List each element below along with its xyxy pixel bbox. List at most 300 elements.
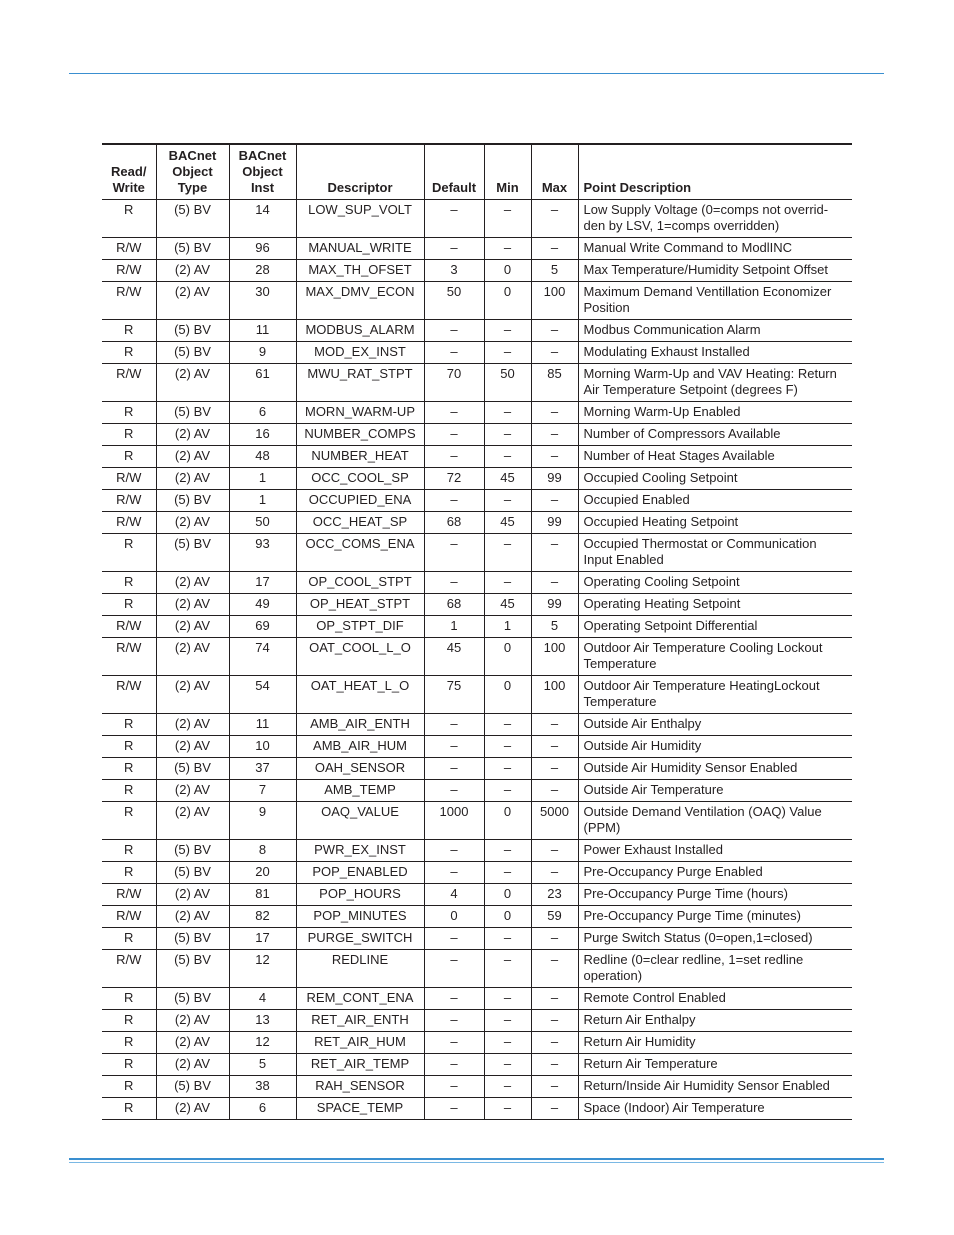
cell-read-write: R/W — [102, 884, 156, 906]
cell-object-inst: 13 — [229, 1010, 296, 1032]
cell-max: – — [531, 1010, 578, 1032]
cell-point-description: Redline (0=clear redline, 1=set redline operation) — [578, 950, 852, 988]
table-row — [102, 1098, 852, 1120]
cell-descriptor: OAT_HEAT_L_O — [296, 676, 424, 714]
cell-read-write: R — [102, 200, 156, 238]
cell-point-description: Remote Control Enabled — [578, 988, 852, 1010]
cell-object-inst: 9 — [229, 342, 296, 364]
cell-min: – — [484, 424, 531, 446]
cell-descriptor: MAX_DMV_ECON — [296, 282, 424, 320]
cell-descriptor: PWR_EX_INST — [296, 840, 424, 862]
cell-descriptor: OAH_SENSOR — [296, 758, 424, 780]
cell-min: 50 — [484, 364, 531, 402]
table-row — [102, 424, 852, 446]
table-row — [102, 468, 852, 490]
cell-min: – — [484, 320, 531, 342]
cell-object-inst: 4 — [229, 988, 296, 1010]
cell-default: – — [424, 572, 484, 594]
cell-max: – — [531, 490, 578, 512]
cell-read-write: R — [102, 446, 156, 468]
cell-read-write: R/W — [102, 950, 156, 988]
cell-descriptor: MODBUS_ALARM — [296, 320, 424, 342]
cell-min: – — [484, 714, 531, 736]
cell-max: 99 — [531, 594, 578, 616]
table-row — [102, 342, 852, 364]
cell-min: – — [484, 840, 531, 862]
cell-descriptor: OCCUPIED_ENA — [296, 490, 424, 512]
cell-default: 68 — [424, 594, 484, 616]
cell-object-inst: 10 — [229, 736, 296, 758]
cell-object-inst: 30 — [229, 282, 296, 320]
table-row — [102, 862, 852, 884]
cell-descriptor: AMB_AIR_HUM — [296, 736, 424, 758]
cell-point-description: Outside Air Humidity — [578, 736, 852, 758]
cell-min: 0 — [484, 282, 531, 320]
cell-default: 72 — [424, 468, 484, 490]
cell-object-type: (5) BV — [156, 862, 229, 884]
cell-point-description: Modulating Exhaust Installed — [578, 342, 852, 364]
cell-point-description: Morning Warm-Up Enabled — [578, 402, 852, 424]
cell-min: 0 — [484, 260, 531, 282]
cell-object-inst: 82 — [229, 906, 296, 928]
cell-object-inst: 7 — [229, 780, 296, 802]
cell-descriptor: LOW_SUP_VOLT — [296, 200, 424, 238]
cell-point-description: Low Supply Voltage (0=comps not overrid-den by LSV, 1=comps overridden) — [578, 200, 852, 238]
cell-max: – — [531, 402, 578, 424]
cell-default: – — [424, 1076, 484, 1098]
table-row — [102, 282, 852, 320]
cell-min: 0 — [484, 906, 531, 928]
cell-read-write: R/W — [102, 906, 156, 928]
cell-object-type: (2) AV — [156, 512, 229, 534]
cell-object-inst: 61 — [229, 364, 296, 402]
cell-point-description: Pre-Occupancy Purge Time (minutes) — [578, 906, 852, 928]
cell-min: – — [484, 342, 531, 364]
cell-object-type: (5) BV — [156, 928, 229, 950]
bacnet-points-table — [102, 143, 852, 1120]
cell-min: – — [484, 238, 531, 260]
header-descriptor: Descriptor — [296, 144, 424, 200]
cell-descriptor: RAH_SENSOR — [296, 1076, 424, 1098]
cell-object-type: (2) AV — [156, 1098, 229, 1120]
cell-read-write: R — [102, 594, 156, 616]
cell-point-description: Occupied Thermostat or Communication Input Enabled — [578, 534, 852, 572]
cell-descriptor: OP_COOL_STPT — [296, 572, 424, 594]
table-row — [102, 714, 852, 736]
cell-object-type: (2) AV — [156, 780, 229, 802]
table-row — [102, 780, 852, 802]
cell-read-write: R — [102, 1032, 156, 1054]
cell-object-type: (5) BV — [156, 490, 229, 512]
header-default: Default — [424, 144, 484, 200]
cell-read-write: R/W — [102, 260, 156, 282]
cell-point-description: Modbus Communication Alarm — [578, 320, 852, 342]
cell-default: 68 — [424, 512, 484, 534]
cell-point-description: Pre-Occupancy Purge Time (hours) — [578, 884, 852, 906]
cell-read-write: R — [102, 1054, 156, 1076]
cell-default: 75 — [424, 676, 484, 714]
cell-point-description: Power Exhaust Installed — [578, 840, 852, 862]
cell-descriptor: REDLINE — [296, 950, 424, 988]
cell-object-inst: 48 — [229, 446, 296, 468]
cell-default: – — [424, 1032, 484, 1054]
cell-min: 45 — [484, 594, 531, 616]
cell-object-inst: 8 — [229, 840, 296, 862]
cell-default: – — [424, 238, 484, 260]
cell-descriptor: MORN_WARM-UP — [296, 402, 424, 424]
cell-min: – — [484, 200, 531, 238]
cell-object-type: (2) AV — [156, 282, 229, 320]
cell-object-type: (2) AV — [156, 424, 229, 446]
cell-descriptor: NUMBER_HEAT — [296, 446, 424, 468]
header-point-description: Point Description — [578, 144, 852, 200]
table-row — [102, 260, 852, 282]
cell-descriptor: POP_ENABLED — [296, 862, 424, 884]
cell-point-description: Maximum Demand Ventillation Economizer Position — [578, 282, 852, 320]
cell-max: – — [531, 950, 578, 988]
cell-descriptor: POP_MINUTES — [296, 906, 424, 928]
cell-max: – — [531, 1076, 578, 1098]
cell-default: – — [424, 446, 484, 468]
cell-min: 45 — [484, 512, 531, 534]
cell-read-write: R — [102, 1010, 156, 1032]
cell-default: – — [424, 424, 484, 446]
table-row — [102, 200, 852, 238]
cell-point-description: Outside Air Humidity Sensor Enabled — [578, 758, 852, 780]
cell-object-inst: 49 — [229, 594, 296, 616]
cell-read-write: R/W — [102, 638, 156, 676]
cell-object-type: (2) AV — [156, 446, 229, 468]
cell-object-inst: 17 — [229, 928, 296, 950]
cell-descriptor: OAT_COOL_L_O — [296, 638, 424, 676]
table-header-row — [102, 144, 852, 200]
cell-object-type: (2) AV — [156, 676, 229, 714]
cell-object-inst: 16 — [229, 424, 296, 446]
cell-max: – — [531, 572, 578, 594]
table-row — [102, 320, 852, 342]
cell-point-description: Manual Write Command to ModlINC — [578, 238, 852, 260]
cell-default: 4 — [424, 884, 484, 906]
cell-descriptor: RET_AIR_TEMP — [296, 1054, 424, 1076]
header-rule — [69, 73, 884, 74]
cell-read-write: R — [102, 802, 156, 840]
cell-min: – — [484, 928, 531, 950]
table-row — [102, 884, 852, 906]
table-row — [102, 676, 852, 714]
header-object-inst: BACnet Object Inst — [229, 144, 296, 200]
cell-read-write: R/W — [102, 364, 156, 402]
cell-min: – — [484, 862, 531, 884]
cell-max: – — [531, 840, 578, 862]
cell-object-inst: 5 — [229, 1054, 296, 1076]
table-row — [102, 758, 852, 780]
table-row — [102, 1010, 852, 1032]
cell-max: 5000 — [531, 802, 578, 840]
cell-object-type: (5) BV — [156, 840, 229, 862]
cell-object-type: (2) AV — [156, 714, 229, 736]
table-row — [102, 512, 852, 534]
cell-point-description: Occupied Enabled — [578, 490, 852, 512]
table-row — [102, 238, 852, 260]
cell-read-write: R — [102, 320, 156, 342]
cell-object-inst: 6 — [229, 402, 296, 424]
cell-max: – — [531, 862, 578, 884]
cell-default: – — [424, 1098, 484, 1120]
cell-default: – — [424, 736, 484, 758]
cell-object-inst: 12 — [229, 950, 296, 988]
cell-descriptor: OCC_COOL_SP — [296, 468, 424, 490]
cell-point-description: Operating Cooling Setpoint — [578, 572, 852, 594]
cell-point-description: Pre-Occupancy Purge Enabled — [578, 862, 852, 884]
cell-read-write: R — [102, 1098, 156, 1120]
cell-read-write: R — [102, 342, 156, 364]
cell-min: – — [484, 758, 531, 780]
cell-read-write: R/W — [102, 468, 156, 490]
cell-default: – — [424, 1010, 484, 1032]
table-row — [102, 490, 852, 512]
cell-object-inst: 12 — [229, 1032, 296, 1054]
header-max: Max — [531, 144, 578, 200]
cell-max: 59 — [531, 906, 578, 928]
cell-descriptor: MOD_EX_INST — [296, 342, 424, 364]
cell-default: – — [424, 950, 484, 988]
cell-max: – — [531, 238, 578, 260]
cell-min: – — [484, 1010, 531, 1032]
cell-min: – — [484, 988, 531, 1010]
cell-object-type: (5) BV — [156, 534, 229, 572]
cell-descriptor: MWU_RAT_STPT — [296, 364, 424, 402]
cell-descriptor: REM_CONT_ENA — [296, 988, 424, 1010]
cell-object-type: (2) AV — [156, 260, 229, 282]
cell-object-type: (2) AV — [156, 468, 229, 490]
cell-min: – — [484, 1032, 531, 1054]
cell-max: – — [531, 1098, 578, 1120]
cell-default: – — [424, 200, 484, 238]
header-read-write: Read/ Write — [102, 144, 156, 200]
footer-rule — [69, 1158, 884, 1160]
header-object-type: BACnet Object Type — [156, 144, 229, 200]
cell-read-write: R — [102, 1076, 156, 1098]
cell-max: – — [531, 320, 578, 342]
cell-point-description: Outside Air Temperature — [578, 780, 852, 802]
cell-point-description: Occupied Heating Setpoint — [578, 512, 852, 534]
cell-descriptor: PURGE_SWITCH — [296, 928, 424, 950]
table-row — [102, 736, 852, 758]
cell-max: – — [531, 342, 578, 364]
cell-max: – — [531, 446, 578, 468]
cell-default: – — [424, 840, 484, 862]
cell-min: 0 — [484, 802, 531, 840]
cell-default: – — [424, 862, 484, 884]
cell-object-type: (5) BV — [156, 758, 229, 780]
cell-point-description: Return Air Temperature — [578, 1054, 852, 1076]
cell-read-write: R/W — [102, 238, 156, 260]
cell-max: – — [531, 780, 578, 802]
table-row — [102, 988, 852, 1010]
cell-read-write: R — [102, 862, 156, 884]
table-row — [102, 802, 852, 840]
cell-object-type: (2) AV — [156, 802, 229, 840]
cell-min: – — [484, 534, 531, 572]
cell-min: – — [484, 446, 531, 468]
cell-default: – — [424, 1054, 484, 1076]
cell-object-type: (5) BV — [156, 1076, 229, 1098]
table-row — [102, 616, 852, 638]
cell-descriptor: AMB_AIR_ENTH — [296, 714, 424, 736]
cell-point-description: Occupied Cooling Setpoint — [578, 468, 852, 490]
cell-min: 0 — [484, 676, 531, 714]
cell-object-type: (2) AV — [156, 1032, 229, 1054]
cell-point-description: Return/Inside Air Humidity Sensor Enabled — [578, 1076, 852, 1098]
table-row — [102, 906, 852, 928]
cell-point-description: Max Temperature/Humidity Setpoint Offset — [578, 260, 852, 282]
cell-point-description: Space (Indoor) Air Temperature — [578, 1098, 852, 1120]
cell-object-inst: 17 — [229, 572, 296, 594]
cell-max: – — [531, 424, 578, 446]
cell-object-inst: 1 — [229, 490, 296, 512]
cell-object-inst: 6 — [229, 1098, 296, 1120]
table-row — [102, 1076, 852, 1098]
cell-point-description: Return Air Enthalpy — [578, 1010, 852, 1032]
cell-read-write: R/W — [102, 512, 156, 534]
cell-max: – — [531, 988, 578, 1010]
cell-point-description: Outside Air Enthalpy — [578, 714, 852, 736]
cell-object-type: (5) BV — [156, 988, 229, 1010]
cell-read-write: R/W — [102, 490, 156, 512]
cell-object-type: (2) AV — [156, 364, 229, 402]
cell-min: – — [484, 1098, 531, 1120]
cell-point-description: Operating Heating Setpoint — [578, 594, 852, 616]
cell-read-write: R — [102, 572, 156, 594]
cell-default: – — [424, 402, 484, 424]
cell-object-type: (5) BV — [156, 950, 229, 988]
cell-descriptor: MAX_TH_OFSET — [296, 260, 424, 282]
cell-default: – — [424, 534, 484, 572]
cell-point-description: Purge Switch Status (0=open,1=closed) — [578, 928, 852, 950]
cell-max: 100 — [531, 676, 578, 714]
table-row — [102, 402, 852, 424]
cell-max: 5 — [531, 616, 578, 638]
header-min: Min — [484, 144, 531, 200]
cell-object-inst: 11 — [229, 714, 296, 736]
cell-descriptor: RET_AIR_ENTH — [296, 1010, 424, 1032]
cell-object-type: (2) AV — [156, 616, 229, 638]
cell-object-inst: 69 — [229, 616, 296, 638]
cell-default: – — [424, 780, 484, 802]
cell-descriptor: OCC_HEAT_SP — [296, 512, 424, 534]
cell-read-write: R/W — [102, 282, 156, 320]
cell-object-inst: 54 — [229, 676, 296, 714]
cell-object-inst: 96 — [229, 238, 296, 260]
cell-min: 1 — [484, 616, 531, 638]
cell-default: 70 — [424, 364, 484, 402]
cell-default: – — [424, 342, 484, 364]
cell-read-write: R — [102, 424, 156, 446]
cell-object-type: (2) AV — [156, 638, 229, 676]
cell-default: – — [424, 758, 484, 780]
cell-default: 1 — [424, 616, 484, 638]
cell-descriptor: POP_HOURS — [296, 884, 424, 906]
cell-min: 45 — [484, 468, 531, 490]
cell-min: – — [484, 1054, 531, 1076]
cell-min: – — [484, 402, 531, 424]
cell-read-write: R — [102, 758, 156, 780]
cell-max: 99 — [531, 468, 578, 490]
cell-read-write: R — [102, 402, 156, 424]
cell-max: 23 — [531, 884, 578, 906]
cell-read-write: R — [102, 840, 156, 862]
cell-object-inst: 38 — [229, 1076, 296, 1098]
cell-descriptor: AMB_TEMP — [296, 780, 424, 802]
cell-min: – — [484, 572, 531, 594]
table-row — [102, 928, 852, 950]
cell-object-type: (2) AV — [156, 884, 229, 906]
cell-point-description: Morning Warm-Up and VAV Heating: Return Air Temperature Setpoint (degrees F) — [578, 364, 852, 402]
cell-min: 0 — [484, 884, 531, 906]
cell-default: – — [424, 714, 484, 736]
cell-object-type: (5) BV — [156, 238, 229, 260]
cell-object-type: (5) BV — [156, 342, 229, 364]
cell-max: 100 — [531, 282, 578, 320]
cell-max: – — [531, 736, 578, 758]
cell-default: 45 — [424, 638, 484, 676]
cell-max: – — [531, 534, 578, 572]
cell-min: – — [484, 950, 531, 988]
cell-object-type: (2) AV — [156, 1054, 229, 1076]
cell-min: – — [484, 1076, 531, 1098]
table-row — [102, 950, 852, 988]
table-body — [102, 200, 852, 1120]
cell-default: 0 — [424, 906, 484, 928]
table-row — [102, 840, 852, 862]
cell-descriptor: OP_HEAT_STPT — [296, 594, 424, 616]
cell-object-type: (2) AV — [156, 736, 229, 758]
cell-max: 5 — [531, 260, 578, 282]
cell-default: – — [424, 490, 484, 512]
cell-object-inst: 81 — [229, 884, 296, 906]
cell-object-type: (5) BV — [156, 402, 229, 424]
cell-read-write: R/W — [102, 616, 156, 638]
cell-default: – — [424, 320, 484, 342]
table-row — [102, 364, 852, 402]
table-row — [102, 1054, 852, 1076]
cell-descriptor: OCC_COMS_ENA — [296, 534, 424, 572]
table-row — [102, 638, 852, 676]
cell-read-write: R — [102, 928, 156, 950]
cell-object-inst: 11 — [229, 320, 296, 342]
cell-max: 100 — [531, 638, 578, 676]
cell-max: – — [531, 1054, 578, 1076]
cell-object-inst: 37 — [229, 758, 296, 780]
table-row — [102, 1032, 852, 1054]
cell-descriptor: SPACE_TEMP — [296, 1098, 424, 1120]
cell-min: – — [484, 736, 531, 758]
cell-read-write: R — [102, 780, 156, 802]
cell-max: – — [531, 714, 578, 736]
cell-max: 99 — [531, 512, 578, 534]
cell-descriptor: OAQ_VALUE — [296, 802, 424, 840]
cell-object-inst: 9 — [229, 802, 296, 840]
cell-object-type: (2) AV — [156, 1010, 229, 1032]
cell-object-type: (2) AV — [156, 594, 229, 616]
cell-object-inst: 74 — [229, 638, 296, 676]
cell-max: – — [531, 758, 578, 780]
cell-read-write: R/W — [102, 676, 156, 714]
cell-default: 3 — [424, 260, 484, 282]
cell-point-description: Number of Compressors Available — [578, 424, 852, 446]
cell-point-description: Outdoor Air Temperature Cooling Lockout Temperature — [578, 638, 852, 676]
cell-max: – — [531, 928, 578, 950]
